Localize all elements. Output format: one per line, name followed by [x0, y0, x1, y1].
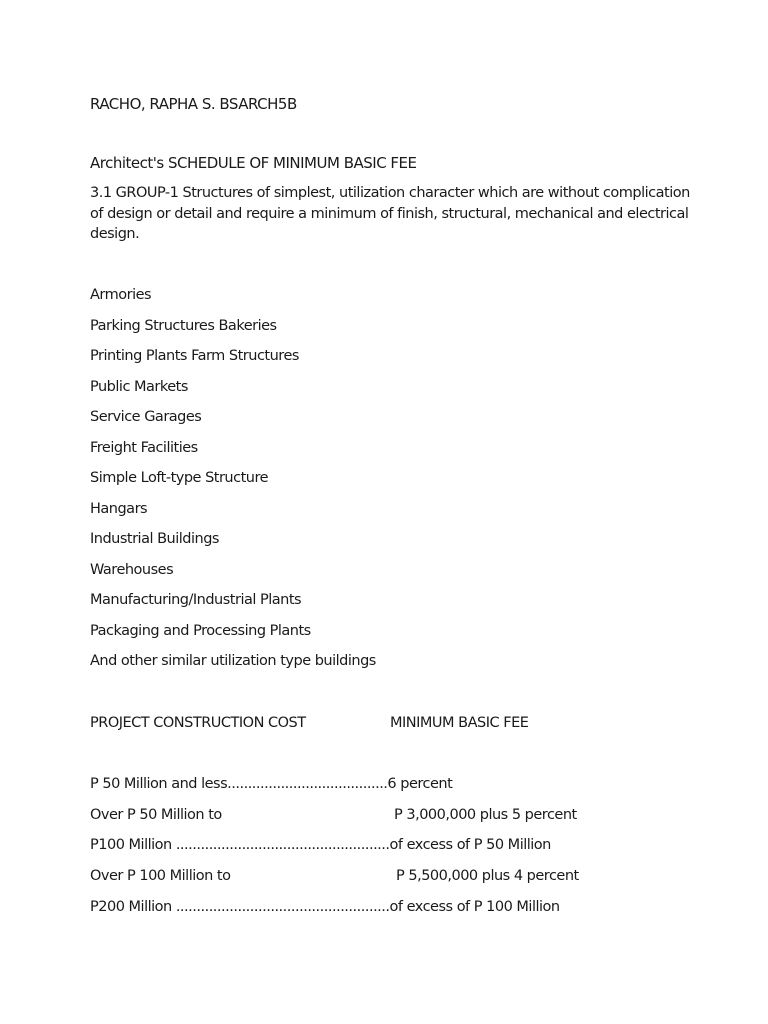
table-row: P200 Million ....................................................of excess of P 100 Million	[90, 899, 560, 915]
table-row: P100 Million ....................................................of excess of P 50 Million	[90, 837, 551, 853]
document-title: Architect's SCHEDULE OF MINIMUM BASIC FEE	[90, 154, 417, 172]
student-name-line: RACHO, RAPHA S. BSARCH5B	[90, 95, 297, 113]
list-item: Manufacturing/Industrial Plants	[90, 592, 302, 608]
list-item: Armories	[90, 287, 152, 303]
list-item: Parking Structures Bakeries	[90, 318, 277, 334]
intro-paragraph: 3.1 GROUP-1 Structures of simplest, utilization character which are without complication of design or detail and require a minimum of finish, structural, mechanical and electrical design.	[90, 185, 690, 242]
list-item: Public Markets	[90, 379, 188, 395]
list-item: Warehouses	[90, 562, 174, 578]
list-item: Printing Plants Farm Structures	[90, 348, 299, 364]
list-item: Service Garages	[90, 409, 202, 425]
fee-value: P 5,500,000 plus 4 percent	[396, 868, 579, 884]
list-item: Industrial Buildings	[90, 531, 219, 547]
table-row: P 50 Million and less.......................................6 percent	[90, 776, 453, 792]
table-row: Over P 100 Million to	[90, 868, 231, 884]
list-item: Packaging and Processing Plants	[90, 623, 311, 639]
table-row: Over P 50 Million to	[90, 807, 222, 823]
list-item: Freight Facilities	[90, 440, 198, 456]
list-item: Hangars	[90, 501, 148, 517]
header-construction-cost: PROJECT CONSTRUCTION COST	[90, 715, 306, 731]
header-minimum-basic-fee: MINIMUM BASIC FEE	[390, 715, 529, 731]
fee-value: P 3,000,000 plus 5 percent	[394, 807, 577, 823]
list-item: And other similar utilization type buildings	[90, 653, 376, 669]
list-item: Simple Loft-type Structure	[90, 470, 269, 486]
